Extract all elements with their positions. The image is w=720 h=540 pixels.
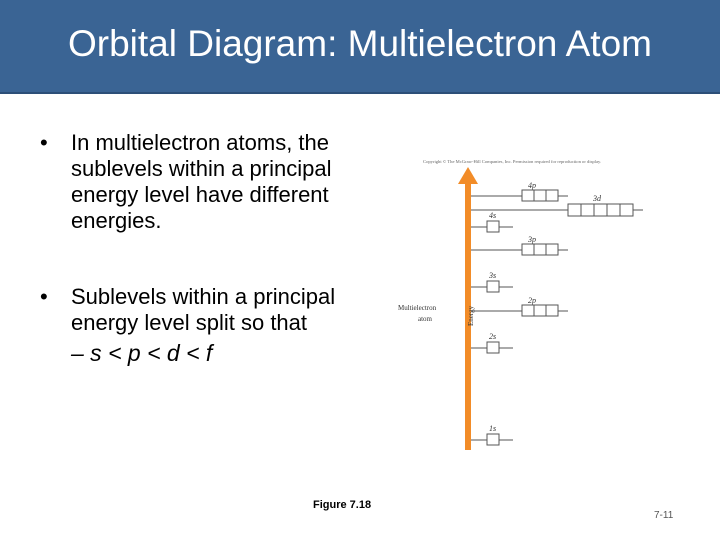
sublevel-label-3p: 3p bbox=[528, 235, 536, 244]
sublevel-2p bbox=[471, 305, 568, 316]
sublevel-3p bbox=[471, 244, 568, 255]
orbital-box bbox=[534, 305, 546, 316]
copyright-text: Copyright © The McGraw-Hill Companies, Inc. Permission required for reproduction or display. bbox=[423, 159, 602, 164]
sublevel-4p bbox=[471, 190, 568, 201]
sublevel-label-1s: 1s bbox=[489, 424, 497, 433]
bullet-list bbox=[40, 130, 370, 366]
figure-caption: Figure 7.18 bbox=[313, 499, 372, 511]
bullet-text-1: In multielectron atoms, the sublevels within a principal energy level have different energies. bbox=[71, 130, 332, 233]
orbital-box bbox=[487, 281, 499, 292]
sublevel-4s bbox=[471, 221, 513, 232]
orbital-box bbox=[534, 244, 546, 255]
energy-axis-label: Energy bbox=[467, 305, 475, 326]
bullet-dot: • bbox=[40, 284, 48, 309]
sublevel-1s bbox=[471, 434, 513, 445]
sublevel-label-4s: 4s bbox=[489, 211, 497, 220]
energy-arrow-head bbox=[458, 167, 478, 184]
orbital-box bbox=[546, 244, 558, 255]
orbital-box bbox=[487, 221, 499, 232]
orbital-box bbox=[534, 190, 546, 201]
orbital-box bbox=[487, 342, 499, 353]
sub-bullet-text: – s < p < d < f bbox=[71, 340, 213, 366]
sublevel-3d bbox=[471, 204, 643, 216]
orbital-box bbox=[522, 244, 534, 255]
sublevel-label-2s: 2s bbox=[489, 332, 497, 341]
sublevel-label-2p: 2p bbox=[528, 296, 536, 305]
orbital-box bbox=[522, 190, 534, 201]
sublevel-2s bbox=[471, 342, 513, 353]
page-number: 7-11 bbox=[654, 510, 674, 521]
sublevel-3s bbox=[471, 281, 513, 292]
sublevel-label-3s: 3s bbox=[489, 271, 497, 280]
bullet-item-1 bbox=[40, 130, 370, 234]
orbital-box bbox=[487, 434, 499, 445]
orbital-box bbox=[546, 190, 558, 201]
atom-label-line2: atom bbox=[418, 315, 432, 323]
orbital-box bbox=[594, 204, 607, 216]
orbital-box bbox=[568, 204, 581, 216]
title-bar bbox=[0, 0, 720, 94]
orbital-box bbox=[581, 204, 594, 216]
sublevel-label-3d: 3d bbox=[593, 194, 601, 203]
orbital-box bbox=[620, 204, 633, 216]
sub-bullet-item bbox=[40, 340, 370, 366]
orbital-diagram-figure bbox=[398, 150, 658, 455]
orbital-box bbox=[546, 305, 558, 316]
orbital-diagram-svg bbox=[398, 150, 658, 455]
orbital-box bbox=[522, 305, 534, 316]
orbital-box bbox=[607, 204, 620, 216]
bullet-item-2 bbox=[40, 284, 370, 336]
bullet-dot: • bbox=[40, 130, 48, 155]
bullet-text-2: Sublevels within a principal energy level split so that bbox=[71, 284, 336, 335]
atom-label-line1: Multielectron bbox=[398, 304, 437, 312]
slide-title: Orbital Diagram: Multielectron Atom bbox=[68, 23, 652, 64]
sublevel-label-4p: 4p bbox=[528, 181, 536, 190]
